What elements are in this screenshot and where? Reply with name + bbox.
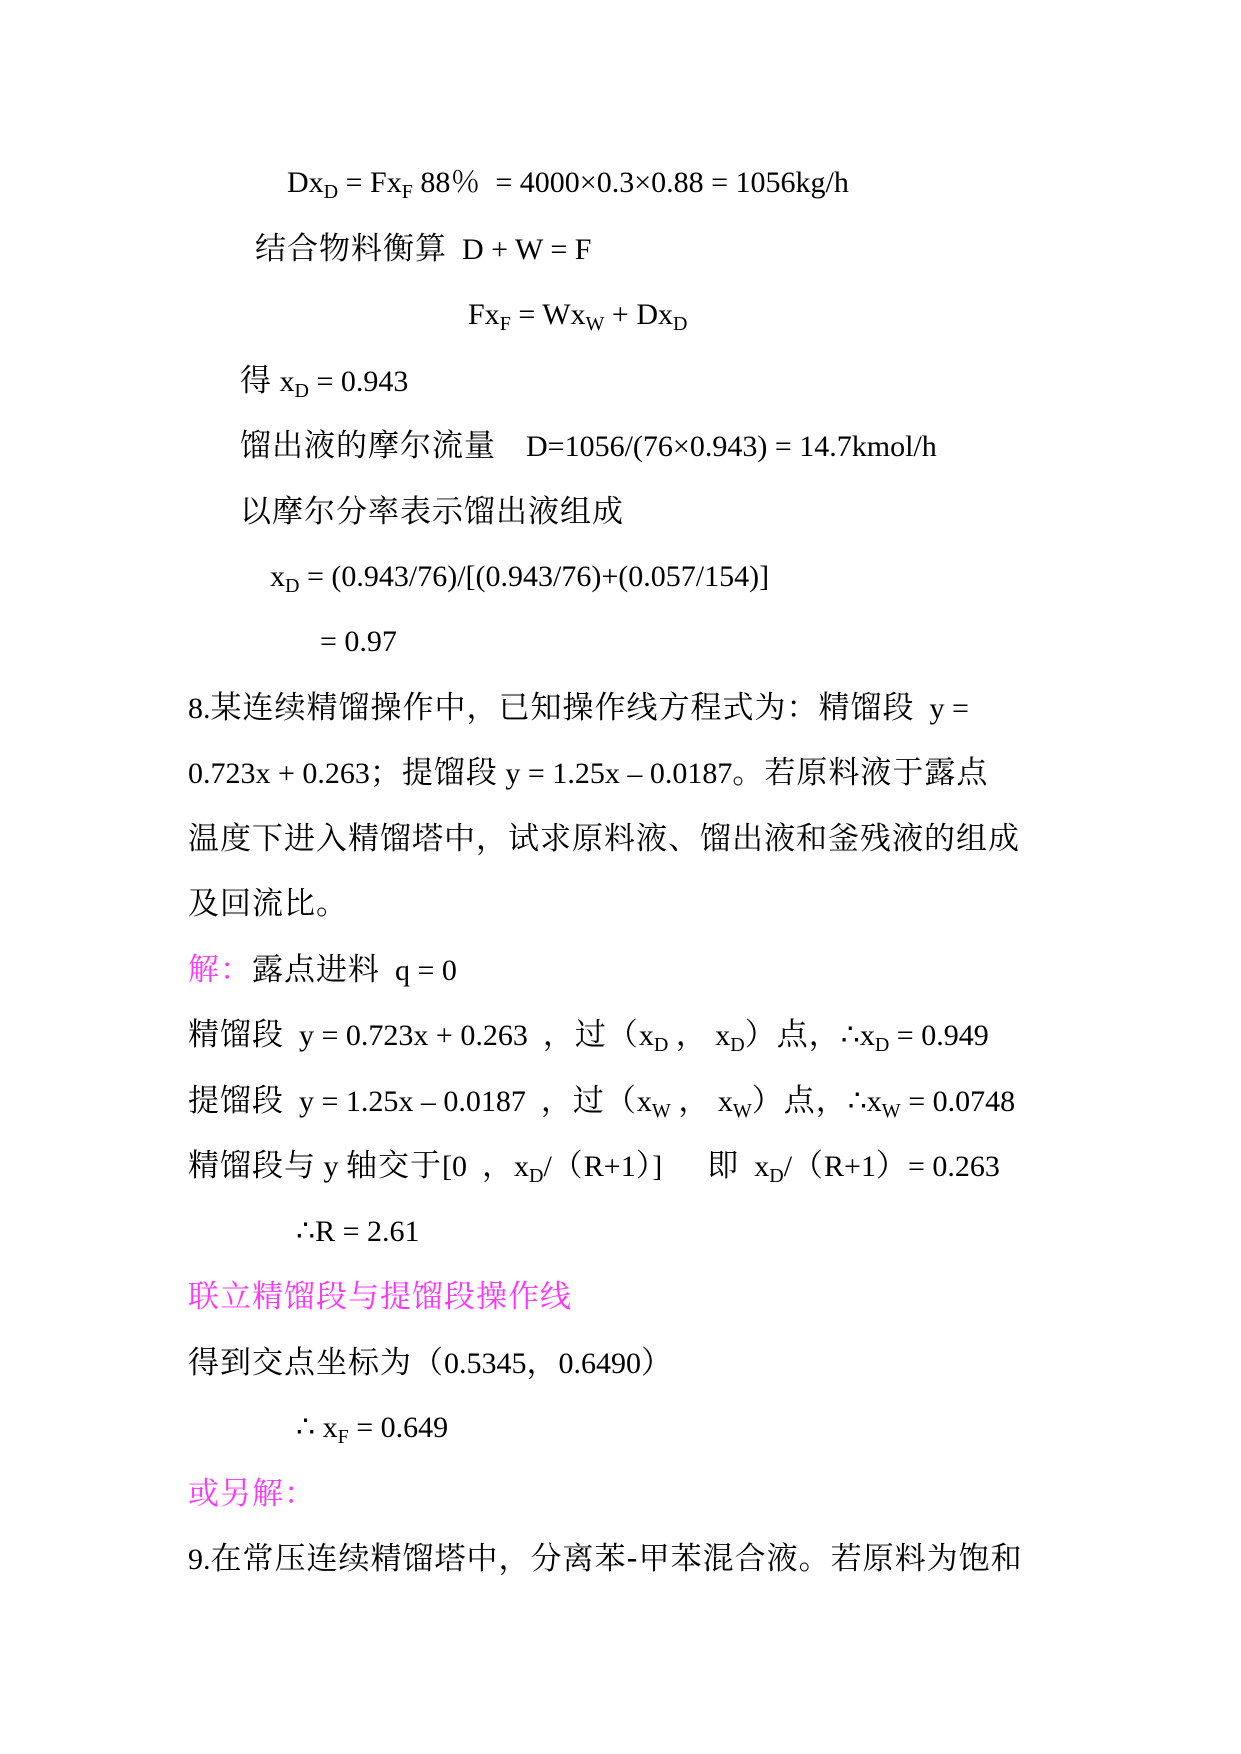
equation-xd-fraction: $x_D = (0.943/76)/[(0.943/76)+(0.057/154)]$ [270, 560, 770, 597]
solution-line1: 解：露点进料 q = 0 [188, 952, 457, 988]
combine-heading: 联立精馏段与提馏段操作线 [188, 1279, 572, 1315]
problem-8-line1: 8.某连续精馏操作中，已知操作线方程式为：精馏段 y = [188, 690, 969, 726]
problem-8-line3: 温度下进入精馏塔中，试求原料液、馏出液和釜残液的组成 [188, 821, 1020, 857]
equation-balance: $Fx_F = Wx_W + Dx_D$ [468, 298, 688, 335]
problem-8-line2: 0.723x + 0.263；提馏段 y = 1.25x – 0.0187。若原料液于露点 [188, 755, 989, 791]
problem-9-line1: 9.在常压连续精馏塔中，分离苯-甲苯混合液。若原料为饱和 [188, 1541, 1023, 1577]
molar-flow-line: 馏出液的摩尔流量 D=1056/(76×0.943) = 14.7kmol/h [240, 428, 937, 464]
result-xd: 得 $x_D = 0.943$ [240, 363, 409, 402]
solution-intercept-line: 精馏段与 y 轴交于[0 ，$x_D/(R+1)$] 即 $x_D/(R+1)= 0.263$ [188, 1148, 1000, 1187]
material-balance-line: 结合物料衡算 D + W = F [255, 231, 592, 267]
mole-fraction-heading: 以摩尔分率表示馏出液组成 [240, 494, 624, 530]
result-r: ∴R = 2.61 [296, 1215, 420, 1248]
intersection-line: 得到交点坐标为（0.5345，0.6490） [188, 1345, 673, 1381]
result-xf: ∴ $x_F = 0.649$ [296, 1411, 449, 1448]
equation-dxd: $Dx_D = Fx_F$ 88％ = 4000×0.3×0.88 = 1056kg/h [287, 166, 849, 203]
alt-solution-heading: 或另解： [188, 1476, 316, 1512]
solution-rectifying-line: 精馏段 y = 0.723x + 0.263 ，过（$x_D$ ， $x_D$）点，$\therefore x_D = 0.949$ [188, 1017, 989, 1056]
solution-stripping-line: 提馏段 y = 1.25x – 0.0187 ，过（$x_W$ ， $x_W$）点，$\therefore x_W = 0.0748$ [188, 1083, 1016, 1122]
result-097: = 0.97 [320, 625, 397, 658]
problem-8-line4: 及回流比。 [188, 886, 348, 922]
